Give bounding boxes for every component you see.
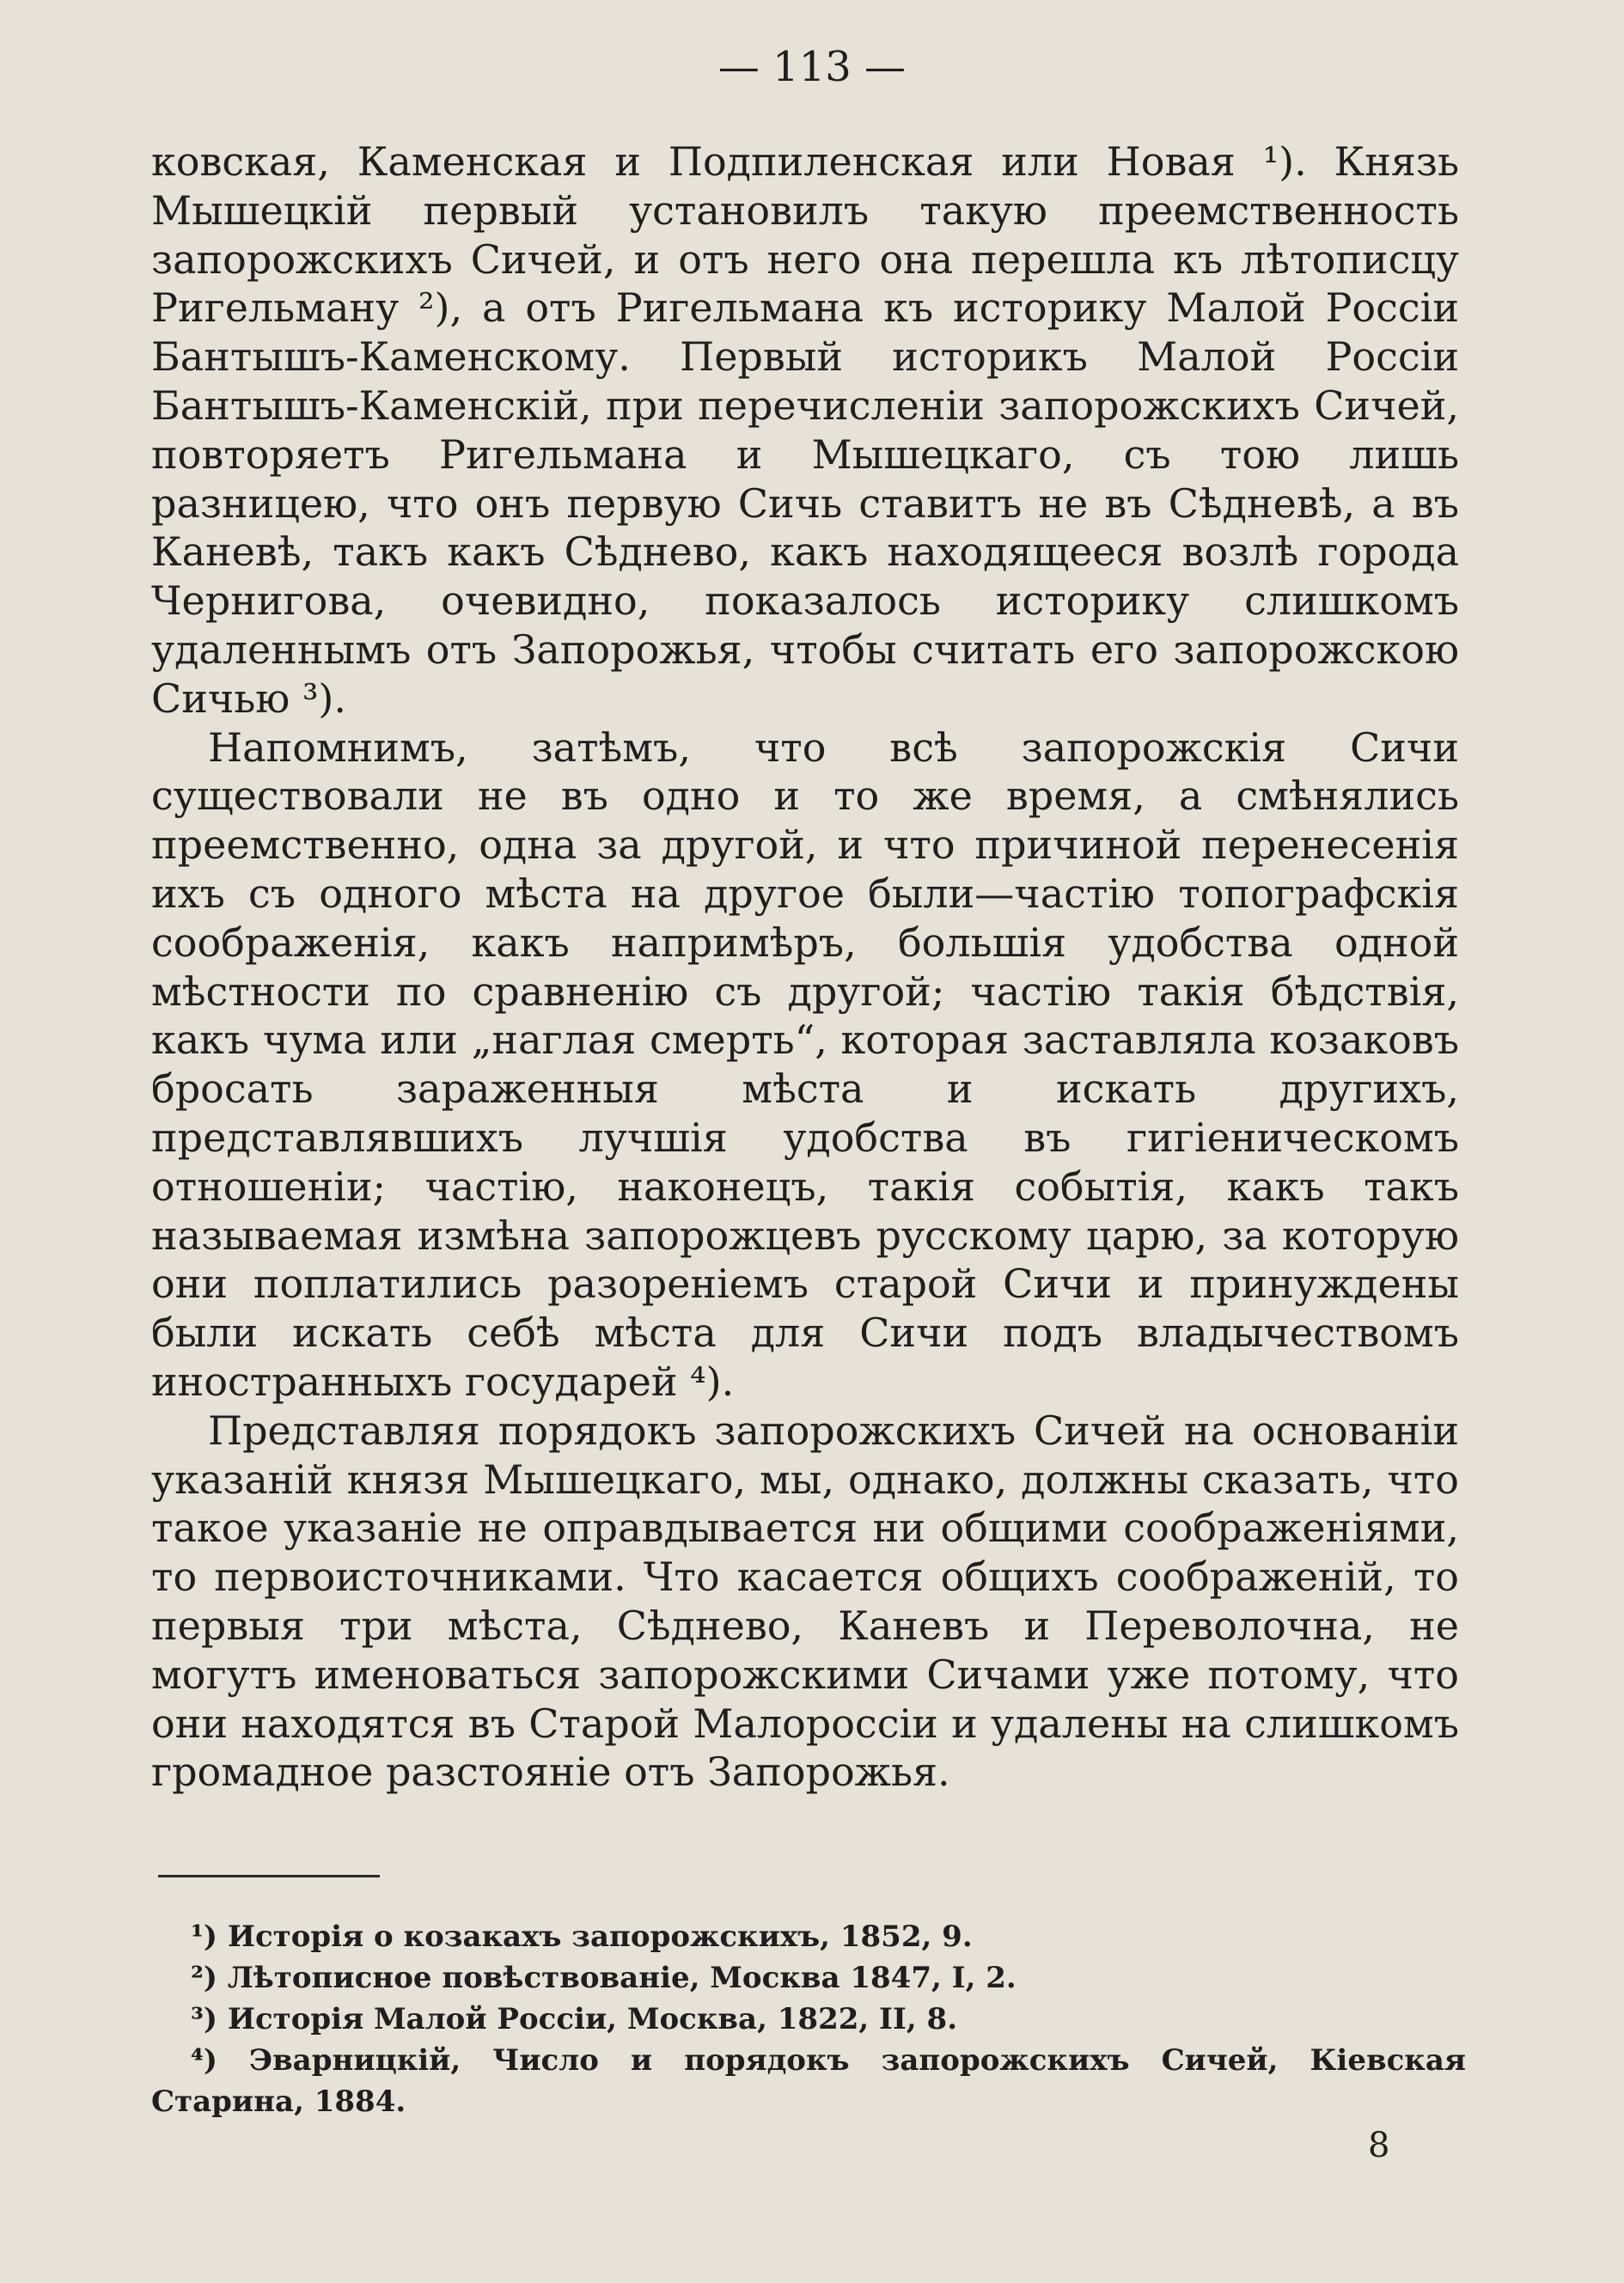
footnote-4: ⁴) Эварницкій, Число и порядокъ запорожскихъ Сичей, Кіевская Старина, 1884. [151, 2043, 1466, 2119]
footnote-2: ²) Лѣтописное повѣствованіе, Москва 1847, I, 2. [191, 1961, 1017, 1995]
main-text [151, 137, 1459, 1797]
footnote-1: ¹) Исторія о козакахъ запорожскихъ, 1852, 9. [191, 1920, 973, 1954]
footnotes [151, 1916, 1466, 2122]
paragraph-2: Напомнимъ, затѣмъ, что всѣ запорожскія Сичи существовали не въ одно и то же время, а смѣнялись преемственно, одна за другой, и что причиной перенесенія ихъ съ одного мѣста на другое были—частію топографскія соображенія, какъ напримѣръ, большія удобства одной мѣстности по сравненію съ другой; частію такія бѣдствія, какъ чума или „наглая смерть“, которая заставляла козаковъ бросать зараженныя мѣста и искать другихъ, представлявшихъ лучшія удобства въ гигіеническомъ отношеніи; частію, наконецъ, такія событія, какъ такъ называемая измѣна запорожцевъ русскому царю, за которую они поплатились разореніемъ старой Сичи и принуждены были искать себѣ мѣста для Сичи подъ владычествомъ иностранныхъ государей ⁴). [151, 723, 1459, 1405]
paragraph-1: ковская, Каменская и Подпиленская или Новая ¹). Князь Мышецкій первый установилъ такую преемственность запорожскихъ Сичей, и отъ него она перешла къ лѣтописцу Ригельману ²), а отъ Ригельмана къ историку Малой Россіи Бантышъ-Каменскому. Первый историкъ Малой Россіи Бантышъ-Каменскій, при перечисленіи запорожскихъ Сичей, повторяетъ Ригельмана и Мышецкаго, съ тою лишь разницею, что онъ первую Сичь ставитъ не въ Сѣдневѣ, а въ Каневѣ, такъ какъ Сѣднево, какъ находящееся возлѣ города Чернигова, очевидно, показалось историку слишкомъ удаленнымъ отъ Запорожья, чтобы считать его запорожскою Сичью ³). [151, 138, 1459, 722]
footnote-3: ³) Исторія Малой Россіи, Москва, 1822, II, 8. [191, 2002, 958, 2036]
paragraph-3: Представляя порядокъ запорожскихъ Сичей на основаніи указаній князя Мышецкаго, мы, однако, должны сказать, что такое указаніе не оправдывается ни общими соображеніями, то первоисточниками. Что касается общихъ соображеній, то первыя три мѣста, Сѣднево, Каневъ и Переволочна, не могутъ именоваться запорожскими Сичами уже потому, что они находятся въ Старой Малороссіи и удалены на слишкомъ громадное разстояніе отъ Запорожья. [151, 1407, 1459, 1796]
page-number-header: — 113 — [717, 43, 907, 91]
signature-mark: 8 [1368, 2126, 1390, 2165]
footnote-separator [158, 1875, 380, 1877]
